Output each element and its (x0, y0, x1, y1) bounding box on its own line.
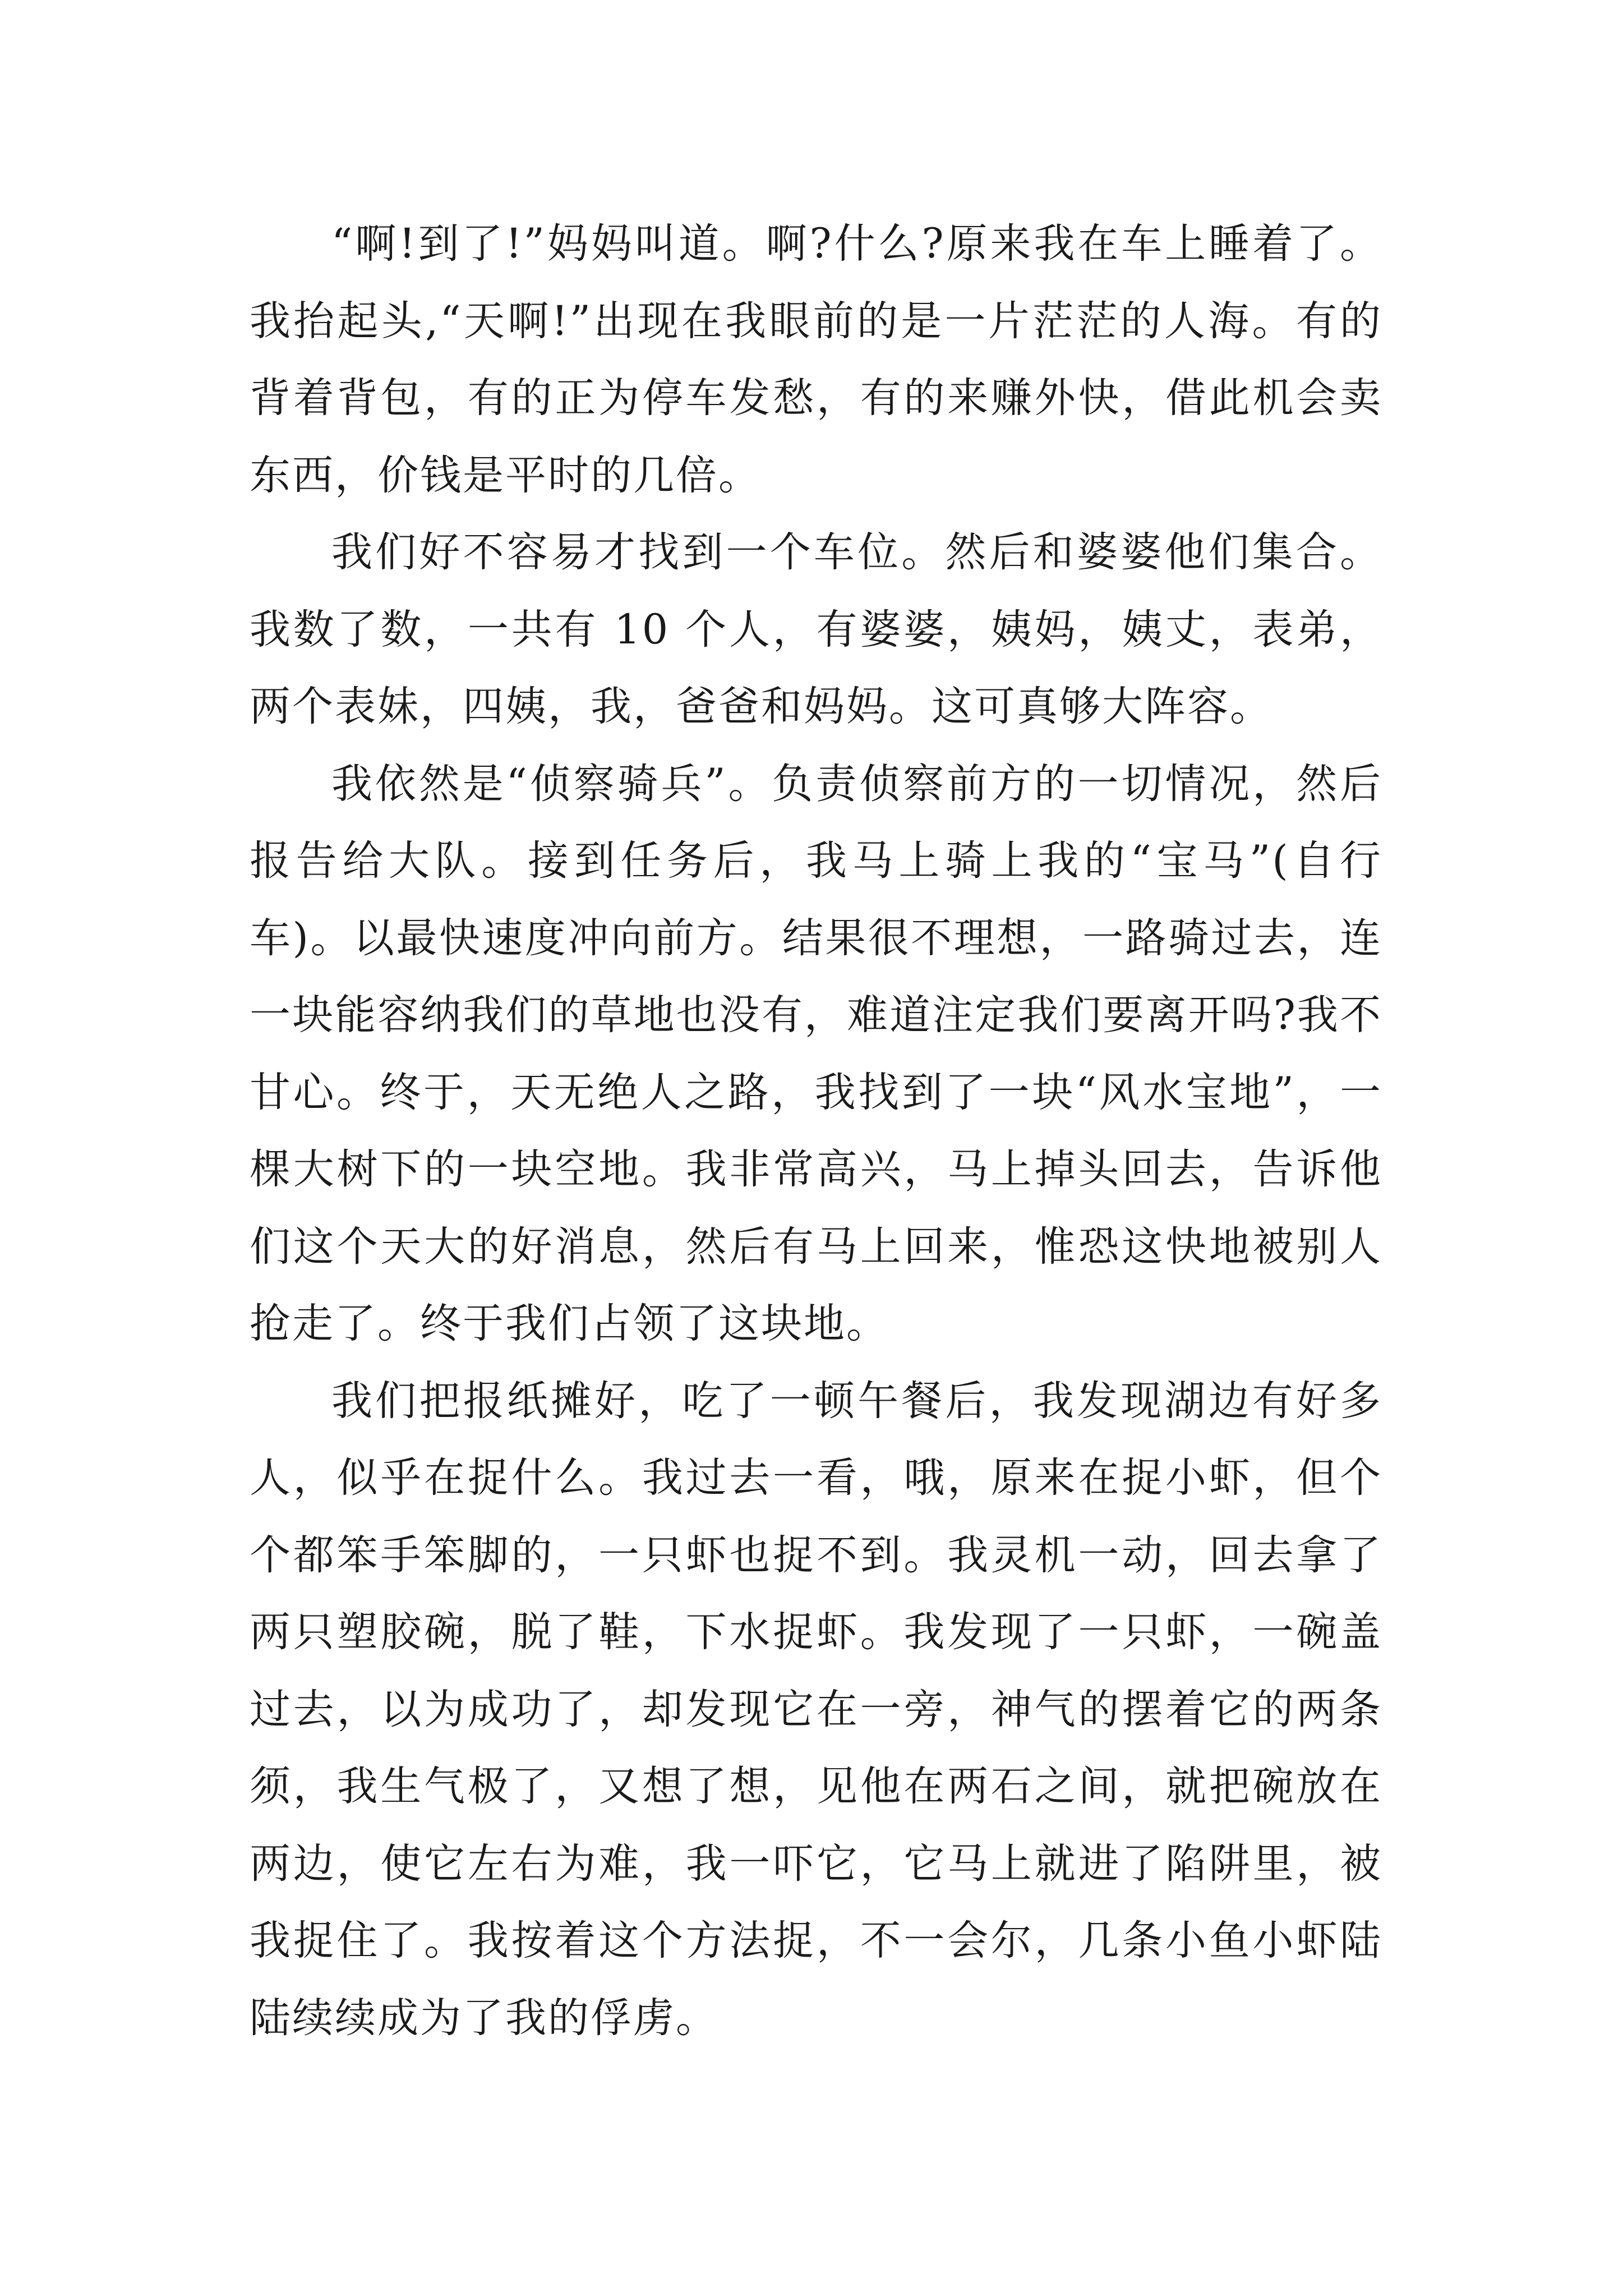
paragraph-2: 我们好不容易才找到一个车位。然后和婆婆他们集合。我数了数，一共有 10 个人，有婆婆，姨妈，姨丈，表弟，两个表妹，四姨，我，爸爸和妈妈。这可真够大阵容。 (250, 528, 1382, 730)
paragraph-1: “啊!到了!”妈妈叫道。啊?什么?原来我在车上睡着了。我抬起头,“天啊!”出现在我眼前的是一片茫茫的人海。有的背着背包，有的正为停车发愁，有的来赚外快，借此机会卖东西，价钱是平时的几倍。 (250, 220, 1382, 499)
paragraph-4: 我们把报纸摊好，吃了一顿午餐后，我发现湖边有好多人，似乎在捉什么。我过去一看，哦，原来在捉小虾，但个个都笨手笨脚的，一只虾也捉不到。我灵机一动，回去拿了两只塑胶碗，脱了鞋，下水捉虾。我发现了一只虾，一碗盖过去，以为成功了，却发现它在一旁，神气的摆着它的两条须，我生气极了，又想了想，见他在两石之间，就把碗放在两边，使它左右为难，我一吓它，它马上就进了陷阱里，被我捉住了。我按着这个方法捉，不一会尔，几条小鱼小虾陆陆续续成为了我的俘虏。 (250, 1377, 1382, 2042)
document-body (250, 205, 1382, 2056)
paragraph-3: 我依然是“侦察骑兵”。负责侦察前方的一切情况，然后报告给大队。接到任务后，我马上骑上我的“宝马”(自行车)。以最快速度冲向前方。结果很不理想，一路骑过去，连一块能容纳我们的草地也没有，难道注定我们要离开吗?我不甘心。终于，天无绝人之路，我找到了一块“风水宝地”，一棵大树下的一块空地。我非常高兴，马上掉头回去，告诉他们这个天大的好消息，然后有马上回来，惟恐这快地被别人抢走了。终于我们占领了这块地。 (250, 760, 1382, 1347)
